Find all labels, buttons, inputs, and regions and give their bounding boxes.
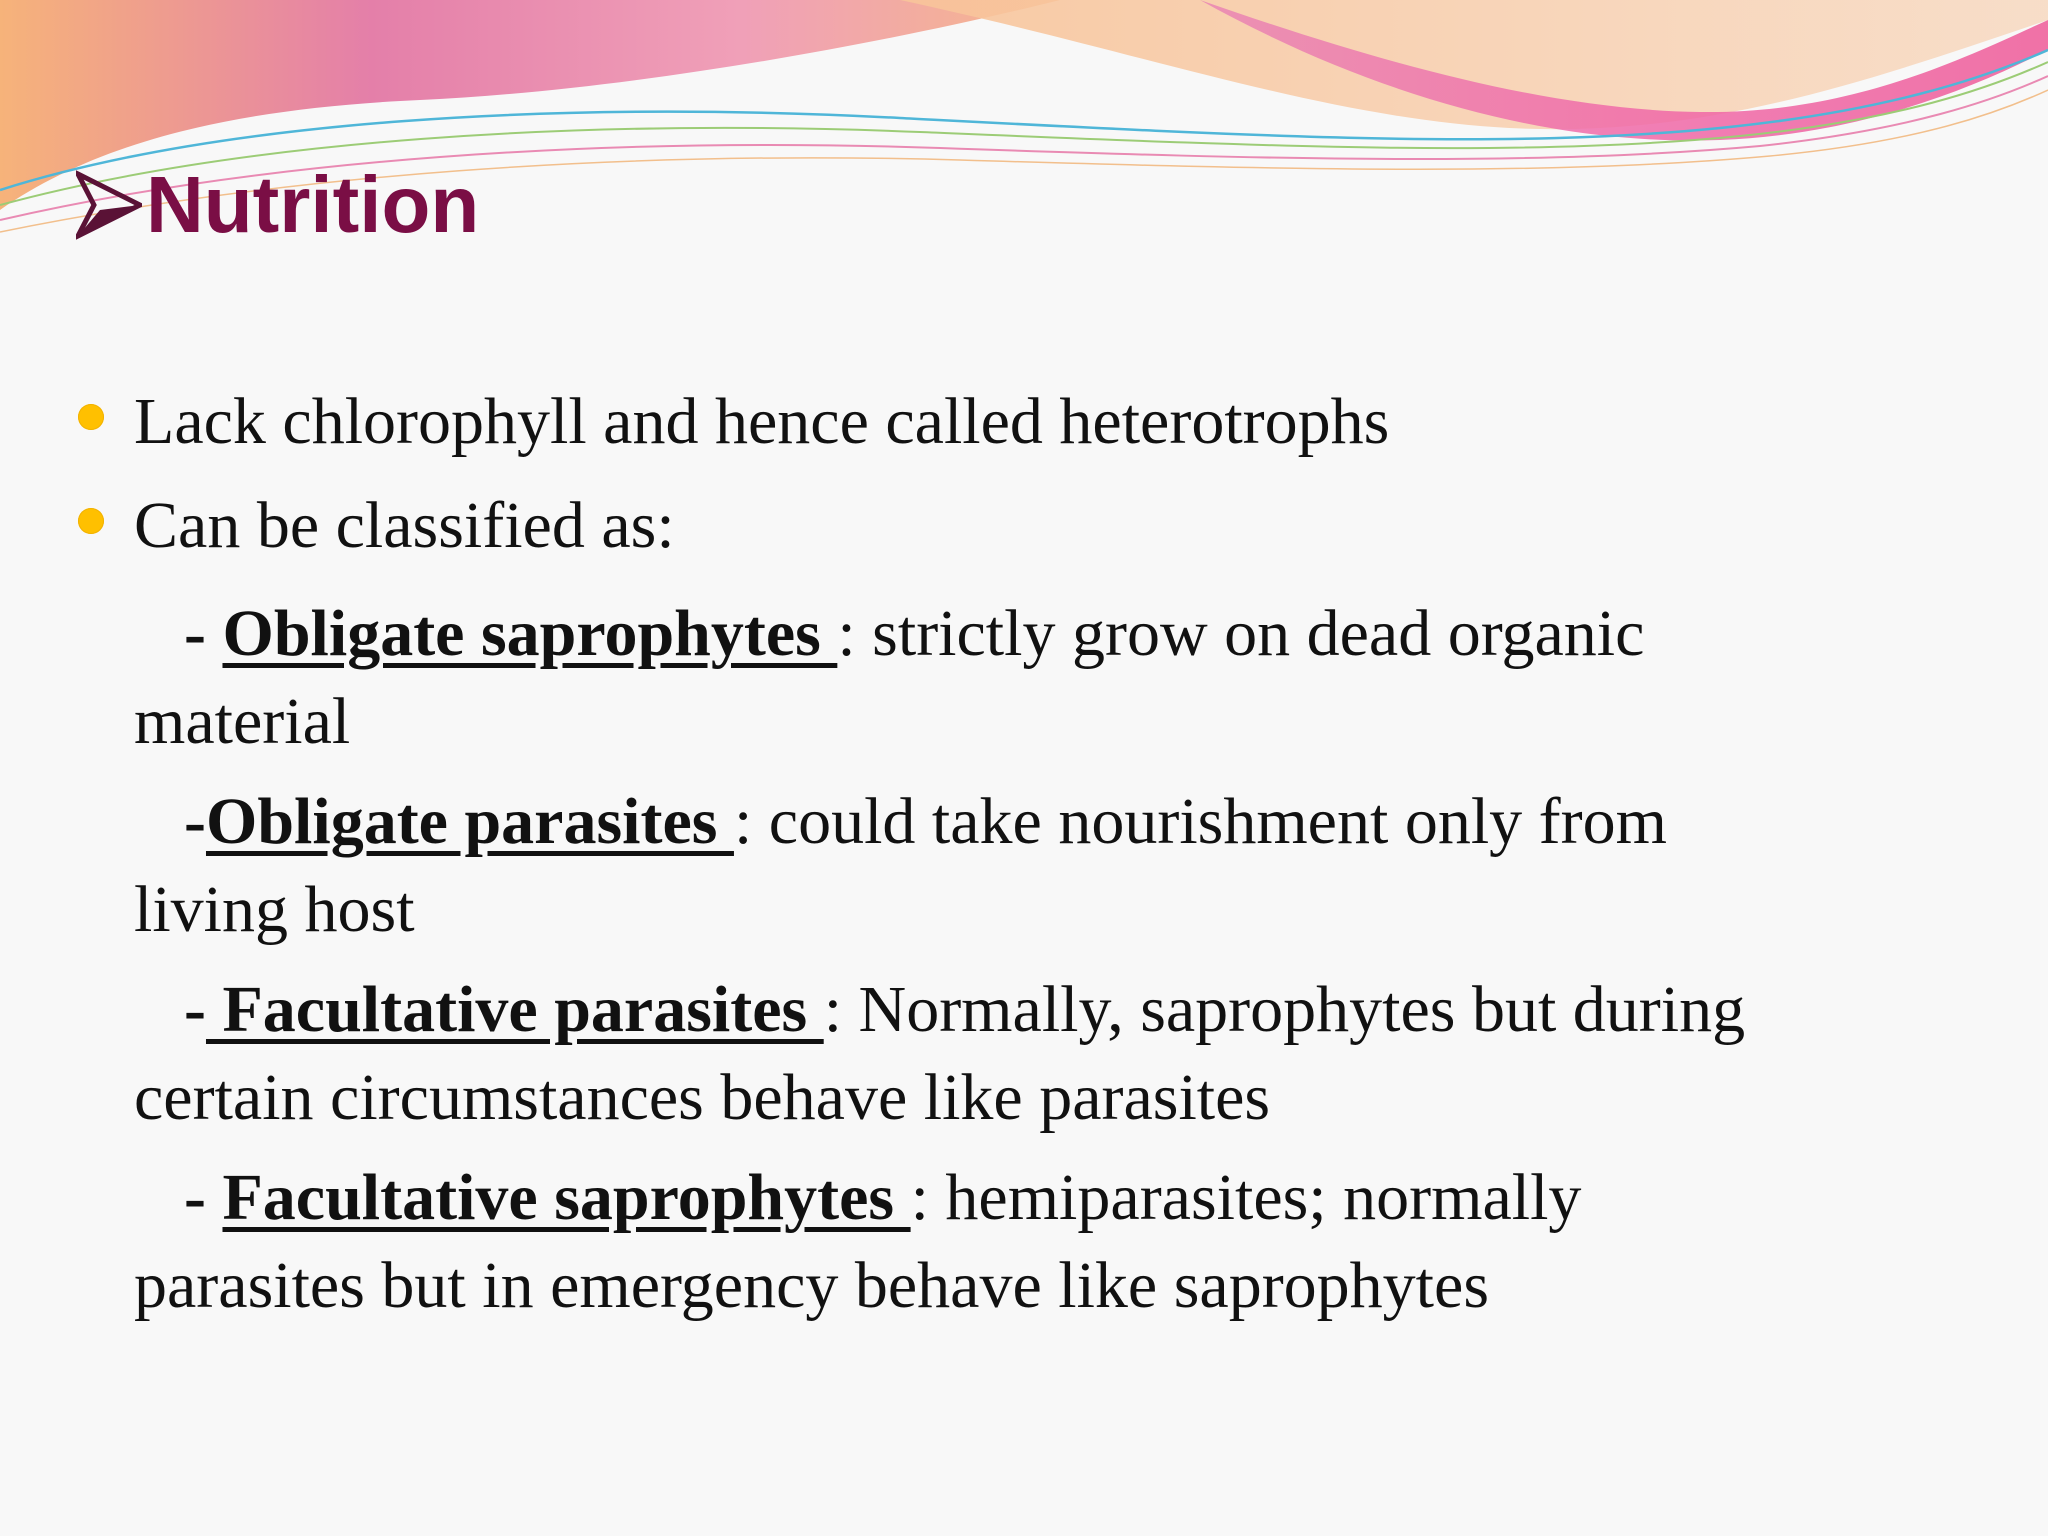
sub-item-first-line bbox=[134, 966, 1976, 1054]
sub-item-first-line bbox=[134, 590, 1976, 678]
bullet-dot-icon bbox=[78, 404, 104, 430]
slide-content bbox=[76, 370, 1976, 1330]
term-obligate-parasites: Obligate parasites bbox=[205, 785, 734, 858]
bullet-text: Can be classified as: bbox=[134, 489, 675, 562]
definition-continuation: parasites but in emergency behave like saprophytes bbox=[134, 1249, 1489, 1322]
sub-item-prefix: - bbox=[184, 1161, 223, 1234]
bullet-dot-icon bbox=[78, 508, 104, 534]
definition-text: : strictly grow on dead organic bbox=[837, 597, 1645, 670]
sub-item-facultative-saprophytes bbox=[76, 1154, 1976, 1330]
definition-continuation: certain circumstances behave like parasites bbox=[134, 1061, 1271, 1134]
definition-text: : could take nourishment only from bbox=[733, 785, 1667, 858]
term-facultative-parasites: Facultative parasites bbox=[205, 973, 824, 1046]
definition-continuation: material bbox=[134, 685, 351, 758]
sub-item-first-line bbox=[134, 1154, 1976, 1242]
sub-item-obligate-saprophytes bbox=[76, 590, 1976, 766]
slide-title: Nutrition bbox=[146, 160, 480, 249]
definition-text: : hemiparasites; normally bbox=[910, 1161, 1582, 1234]
bullet-item-heterotrophs bbox=[76, 370, 1976, 474]
sub-item-prefix: - bbox=[184, 973, 206, 1046]
arrow-bullet-icon bbox=[76, 170, 142, 240]
sub-item-prefix: - bbox=[184, 597, 223, 670]
sub-item-obligate-parasites bbox=[76, 778, 1976, 954]
sub-item-prefix: - bbox=[184, 785, 206, 858]
definition-continuation: living host bbox=[134, 873, 415, 946]
bullet-text: Lack chlorophyll and hence called heterotrophs bbox=[134, 385, 1390, 458]
sub-item-first-line bbox=[134, 778, 1976, 866]
definition-text: : Normally, saprophytes but during bbox=[823, 973, 1746, 1046]
sub-item-facultative-parasites bbox=[76, 966, 1976, 1142]
title-row bbox=[76, 150, 479, 260]
term-obligate-saprophytes: Obligate saprophytes bbox=[222, 597, 838, 670]
bullet-item-classified bbox=[76, 474, 1976, 578]
term-facultative-saprophytes: Facultative saprophytes bbox=[222, 1161, 911, 1234]
